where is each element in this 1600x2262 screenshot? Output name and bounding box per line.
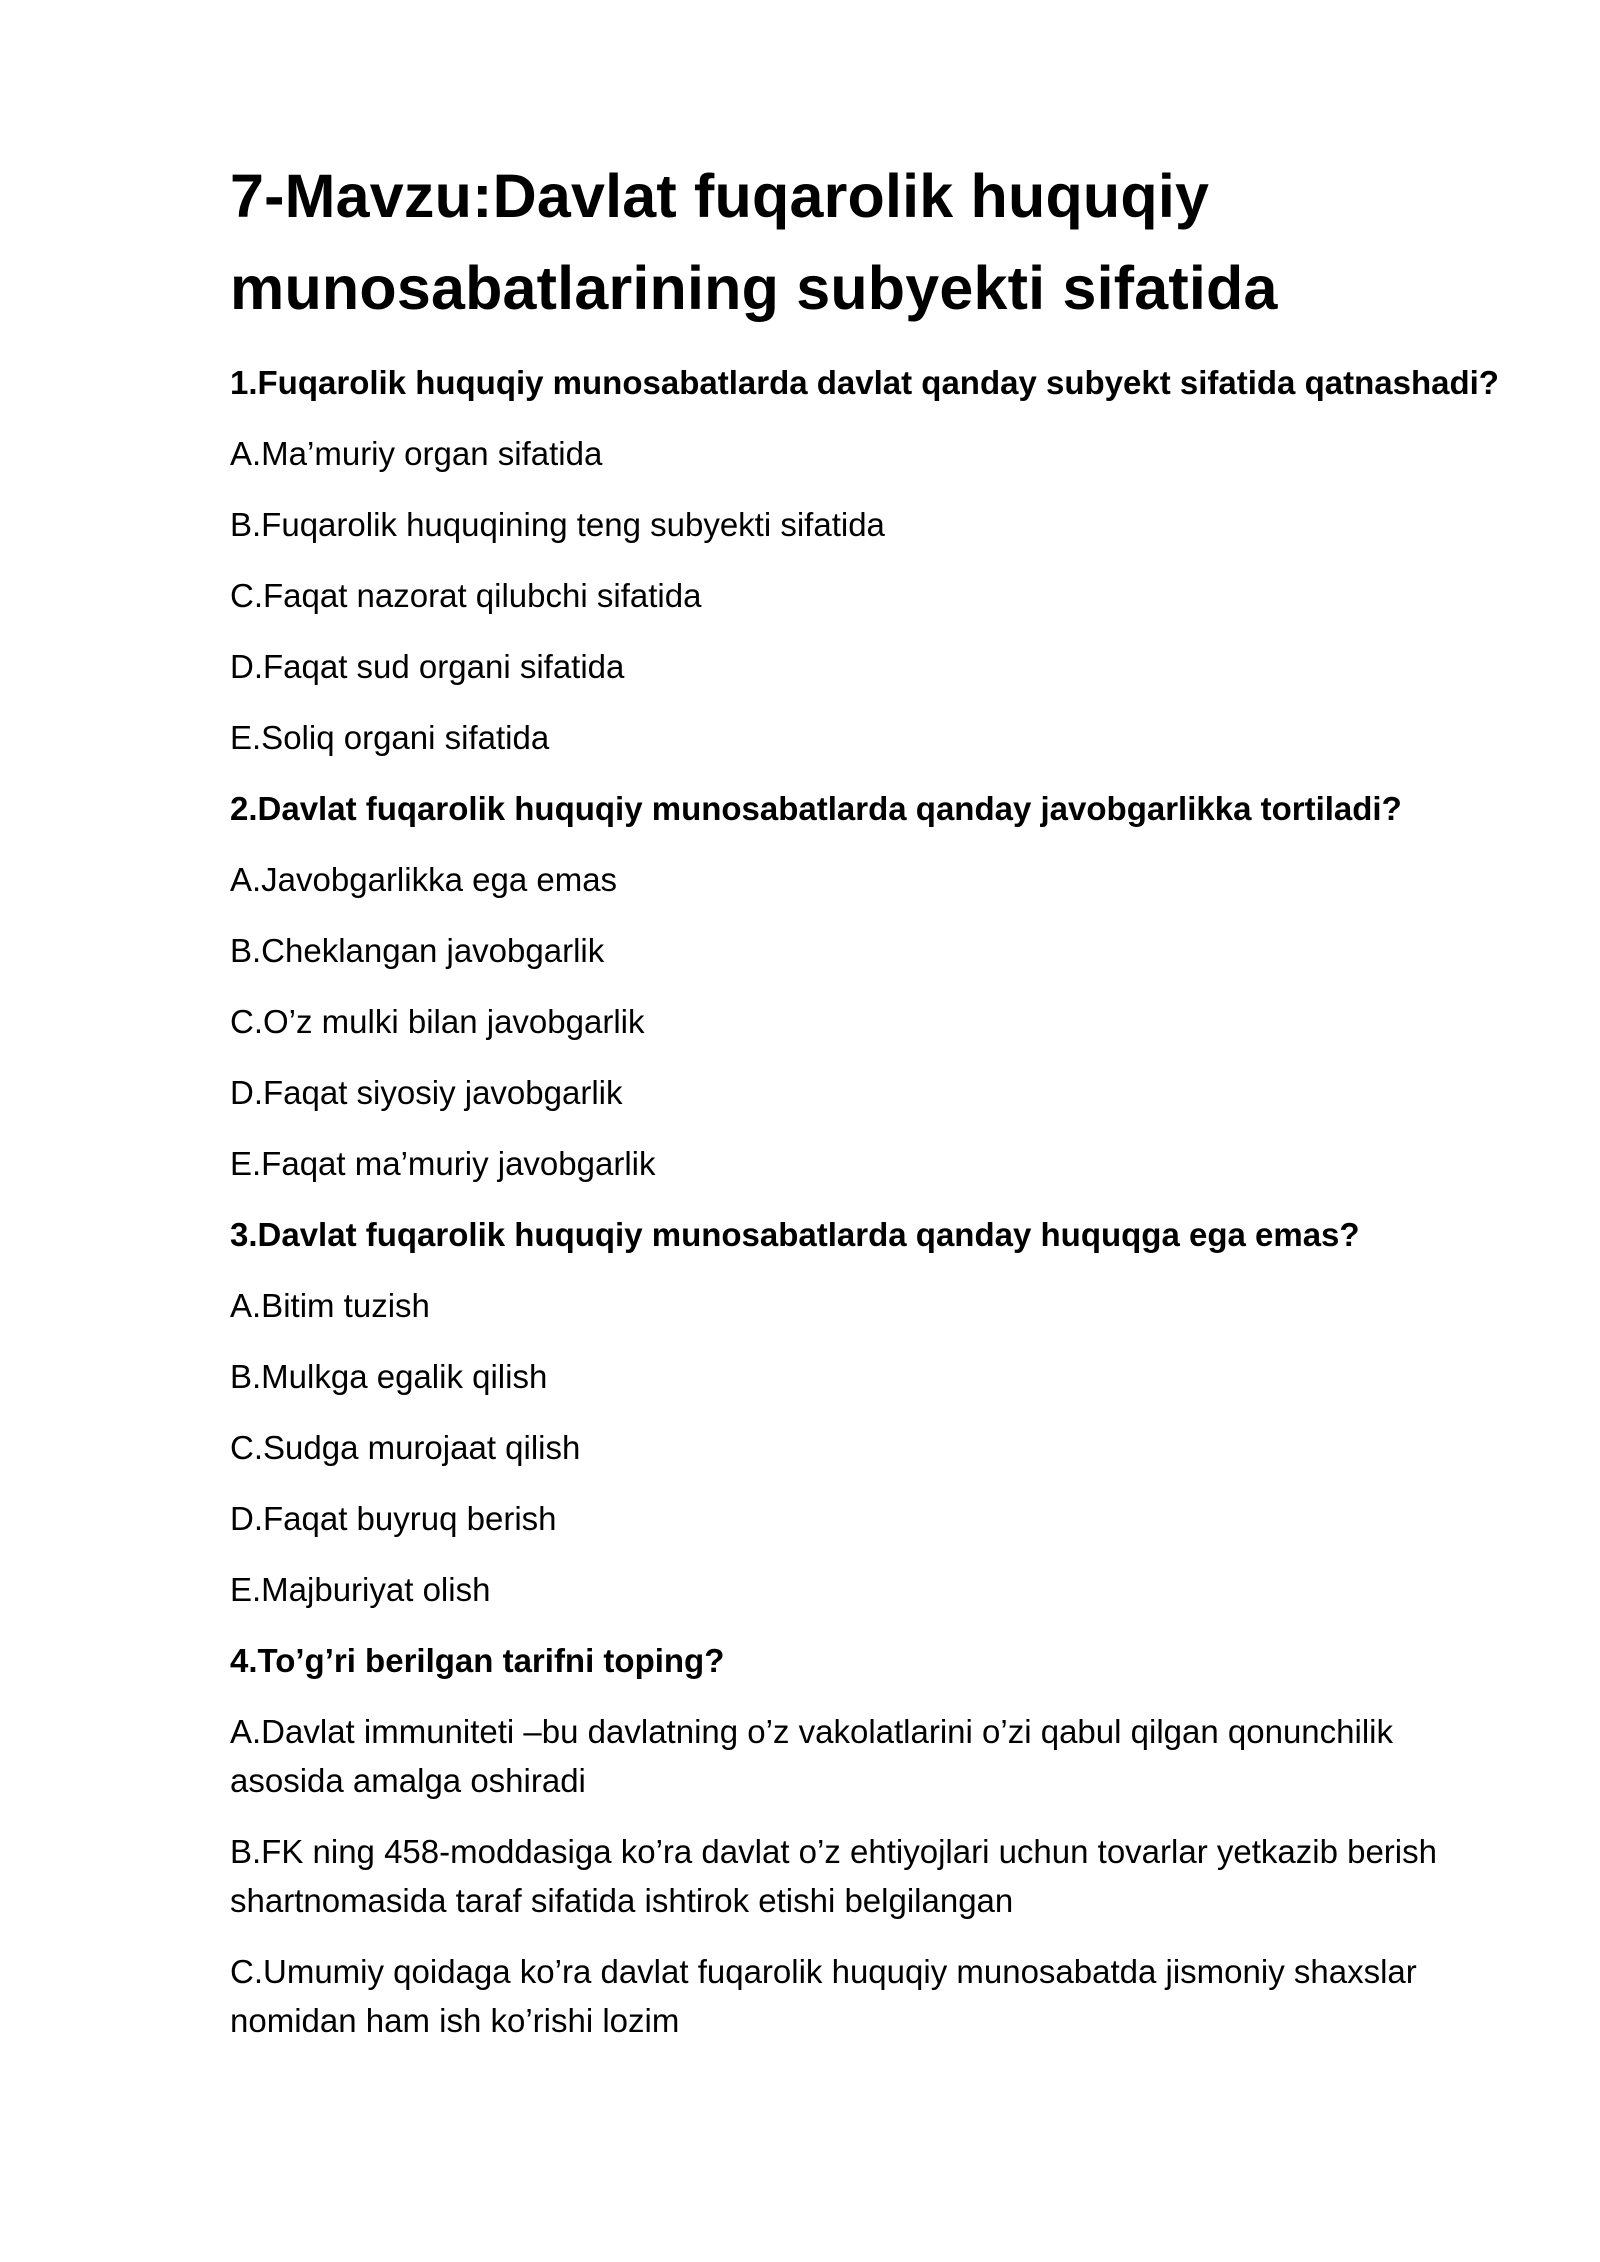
question-2-option-e: E.Faqat ma’muriy javobgarlik xyxy=(230,1145,656,1182)
question-4-option-a: A.Davlat immuniteti –bu davlatning o’z vakolatlarini o’zi qabul qilgan qonunchilik asosida amalga oshiradi xyxy=(230,1713,1393,1799)
document-page xyxy=(230,150,1510,2067)
question-4-option-b: B.FK ning 458-moddasiga ko’ra davlat o’z ehtiyojlari uchun tovarlar yetkazib berish shartnomasida taraf sifatida ishtirok etishi belgilangan xyxy=(230,1833,1437,1919)
question-4-option-c: C.Umumiy qoidaga ko’ra davlat fuqarolik huquqiy munosabatda jismoniy shaxslar nomidan ham ish ko’rishi lozim xyxy=(230,1953,1417,2039)
page-title: 7-Mavzu:Davlat fuqarolik huquqiy munosabatlarining subyekti sifatida xyxy=(230,162,1278,322)
question-2-option-d: D.Faqat siyosiy javobgarlik xyxy=(230,1074,623,1111)
question-3-option-b: B.Mulkga egalik qilish xyxy=(230,1358,548,1395)
question-3-option-a: A.Bitim tuzish xyxy=(230,1287,430,1324)
question-1-option-c: C.Faqat nazorat qilubchi sifatida xyxy=(230,577,702,614)
question-3-option-d: D.Faqat buyruq berish xyxy=(230,1500,557,1537)
question-1-option-d: D.Faqat sud organi sifatida xyxy=(230,648,625,685)
question-3: 3.Davlat fuqarolik huquqiy munosabatlarda qanday huquqga ega emas? xyxy=(230,1216,1360,1253)
question-block-1 xyxy=(230,358,1510,762)
question-3-option-e: E.Majburiyat olish xyxy=(230,1571,491,1608)
question-4: 4.To’g’ri berilgan tarifni toping? xyxy=(230,1642,725,1679)
question-2-option-a: A.Javobgarlikka ega emas xyxy=(230,861,618,898)
question-1-option-b: B.Fuqarolik huquqining teng subyekti sifatida xyxy=(230,506,885,543)
question-2: 2.Davlat fuqarolik huquqiy munosabatlarda qanday javobgarlikka tortiladi? xyxy=(230,790,1402,827)
question-2-option-c: C.O’z mulki bilan javobgarlik xyxy=(230,1003,645,1040)
question-block-4 xyxy=(230,1636,1510,2045)
question-3-option-c: C.Sudga murojaat qilish xyxy=(230,1429,581,1466)
question-2-option-b: B.Cheklangan javobgarlik xyxy=(230,932,605,969)
question-1-option-e: E.Soliq organi sifatida xyxy=(230,719,550,756)
question-1: 1.Fuqarolik huquqiy munosabatlarda davlat qanday subyekt sifatida qatnashadi? xyxy=(230,364,1499,401)
question-block-2 xyxy=(230,784,1510,1188)
question-1-option-a: A.Ma’muriy organ sifatida xyxy=(230,435,603,472)
question-block-3 xyxy=(230,1210,1510,1614)
